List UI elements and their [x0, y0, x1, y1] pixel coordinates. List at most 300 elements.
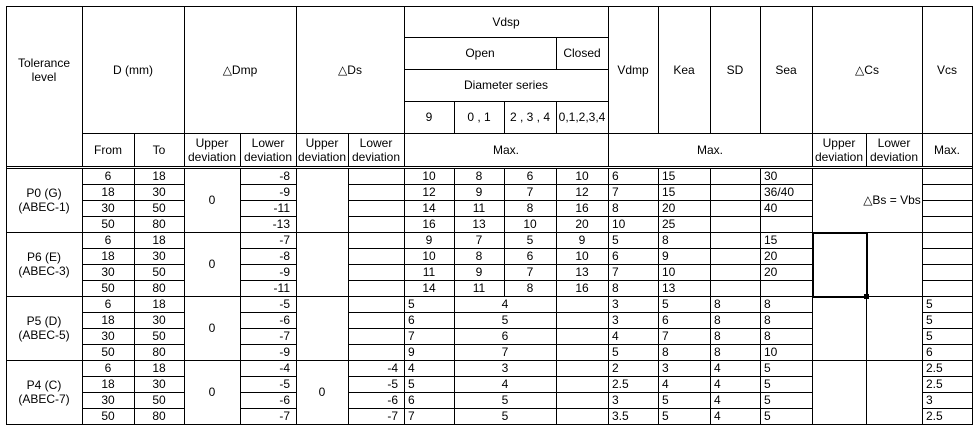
ds-lower-value — [348, 344, 404, 360]
vdsp-series-0234-value: 6 — [501, 329, 509, 343]
grid-line — [348, 248, 812, 249]
vcs-value: 2.5 — [926, 361, 943, 375]
vdsp-closed-value: 12 — [575, 185, 589, 199]
ds-lower-value — [348, 200, 404, 216]
ds-lower-value — [348, 280, 404, 296]
ds-lower-value — [348, 264, 404, 280]
grid-line — [348, 264, 812, 265]
grid-line — [240, 200, 296, 201]
grid-line — [240, 248, 296, 249]
dmp-upper-value: 0 — [208, 257, 216, 271]
kea-value: 8 — [662, 345, 669, 359]
grid-line — [134, 133, 135, 166]
grid-line — [82, 312, 184, 313]
grid-line — [922, 376, 972, 377]
ds-upper-value: 0 — [318, 385, 326, 399]
vdmp-value: 8 — [612, 201, 619, 215]
grid-line — [812, 133, 813, 166]
ds-lower-value — [348, 296, 404, 312]
dmp-lower-value: -9 — [279, 185, 290, 199]
grid-line — [922, 328, 972, 329]
dmp-lower-value: -7 — [279, 329, 290, 343]
kea-value: 9 — [662, 249, 669, 263]
grid-line — [922, 200, 972, 201]
to-value: 50 — [152, 265, 166, 279]
vdsp-series-0234-value: 4 — [501, 377, 509, 391]
dmp-upper-value: 0 — [208, 321, 216, 335]
ds-lower-value — [348, 232, 404, 248]
max-header: Max. — [696, 142, 723, 157]
sea-value: 20 — [764, 249, 778, 263]
vdsp-series-9-value: 16 — [422, 217, 436, 231]
grid-line — [296, 133, 297, 166]
grid-line — [922, 168, 923, 424]
vcs-value: 5 — [926, 313, 933, 327]
vcs-value: 6 — [926, 345, 933, 359]
from-value: 18 — [101, 377, 115, 391]
grid-line — [608, 6, 609, 133]
dmp-lower-value: -11 — [273, 201, 290, 215]
grid-line — [240, 344, 296, 345]
grid-line — [922, 280, 972, 281]
grid-line — [240, 216, 296, 217]
vdsp-closed-value: 20 — [575, 217, 589, 231]
vdsp-closed-value: 13 — [575, 265, 589, 279]
grid-line — [348, 200, 812, 201]
vdmp-value: 5 — [612, 345, 619, 359]
sea-value — [760, 280, 812, 296]
grid-line — [82, 344, 184, 345]
ds-lower-value: -4 — [387, 361, 398, 375]
vdmp-value: 2 — [612, 361, 619, 375]
grid-line — [972, 6, 973, 425]
vdsp-closed-value: 10 — [575, 169, 589, 183]
grid-line — [348, 392, 812, 393]
from-value: 18 — [101, 313, 115, 327]
series-01-header: 0 , 1 — [467, 110, 491, 124]
ds-lower-value: -6 — [387, 393, 398, 407]
grid-line — [82, 168, 83, 424]
ds-lower-value — [348, 168, 404, 184]
sea-value: 10 — [764, 345, 778, 359]
grid-line — [556, 101, 557, 133]
vdmp-value: 3.5 — [612, 409, 629, 423]
grid-line — [82, 328, 184, 329]
to-value: 30 — [152, 377, 166, 391]
to-value: 80 — [152, 217, 166, 231]
to-value: 50 — [152, 329, 166, 343]
kea-value: 5 — [662, 409, 669, 423]
grid-line — [504, 101, 505, 133]
grid-line — [82, 6, 83, 133]
vcs-value: 3 — [926, 393, 933, 407]
grid-line — [922, 6, 923, 133]
ds-upper-value — [296, 232, 348, 296]
vdsp-series-234-value: 6 — [526, 249, 534, 263]
dmp-header: △Dmp — [222, 62, 258, 77]
vdsp-series-9-value: 9 — [425, 233, 433, 247]
grid-line — [240, 280, 296, 281]
grid-line — [82, 392, 184, 393]
sd-value: 4 — [714, 361, 721, 375]
to-value: 80 — [152, 409, 166, 423]
tolerance-level-header: Tolerance level — [17, 55, 71, 84]
vdmp-value: 3 — [612, 297, 619, 311]
fill-handle[interactable] — [864, 294, 869, 299]
dmp-lower-value: -5 — [279, 377, 290, 391]
vcs-max-header: Max. — [933, 142, 960, 157]
from-value: 30 — [101, 393, 115, 407]
vdsp-series-0234-value: 5 — [501, 409, 509, 423]
kea-value: 3 — [662, 361, 669, 375]
dmp-upper-value: 0 — [208, 385, 216, 399]
grid-line — [812, 6, 813, 133]
grid-line — [82, 376, 184, 377]
tolerance-level-label: P0 (G) (ABEC-1) — [18, 186, 70, 214]
bs-vbs-note: △Bs = Vbs — [863, 193, 921, 207]
vdsp-series-234-value: 8 — [526, 201, 534, 215]
vdsp-series-9-value: 9 — [408, 345, 415, 359]
selected-cell[interactable] — [812, 232, 868, 298]
sd-value — [710, 184, 760, 200]
sd-value — [710, 264, 760, 280]
dmp-lower-value: -7 — [279, 409, 290, 423]
vcs-value — [922, 280, 972, 296]
from-value: 30 — [101, 329, 115, 343]
ds-upper-header: Upper deviation — [297, 135, 347, 164]
vdsp-series-0234-value: 7 — [501, 345, 509, 359]
sd-value — [710, 200, 760, 216]
grid-line — [556, 168, 557, 424]
grid-line — [82, 248, 184, 249]
grid-line — [240, 312, 296, 313]
grid-line — [404, 37, 608, 38]
dmp-lower-value: -6 — [279, 393, 290, 407]
to-value: 80 — [152, 345, 166, 359]
vdsp-series-234-value: 8 — [526, 281, 534, 295]
to-value: 50 — [152, 393, 166, 407]
sea-header: Sea — [775, 62, 797, 77]
vdsp-series-01-value: 13 — [472, 217, 486, 231]
grid-line — [348, 328, 812, 329]
vdsp-max-header: Max. — [492, 142, 519, 157]
from-value: 50 — [101, 345, 115, 359]
grid-line — [348, 408, 812, 409]
from-value: 18 — [101, 249, 115, 263]
open-header: Open — [465, 46, 495, 60]
sea-value: 40 — [764, 201, 778, 215]
ds-lower-value — [348, 248, 404, 264]
vdsp-series-9-value: 11 — [422, 265, 436, 279]
grid-line — [240, 376, 296, 377]
grid-line — [348, 280, 812, 281]
cs-upper-header: Upper deviation — [814, 135, 864, 164]
sd-value — [710, 248, 760, 264]
series-9-header: 9 — [425, 110, 433, 124]
vdsp-series-0234-value: 5 — [501, 393, 509, 407]
grid-line — [184, 168, 185, 424]
tolerance-level-label: P5 (D) (ABEC-5) — [18, 314, 70, 342]
sea-value: 15 — [764, 233, 778, 247]
cs-lower-header: Lower deviation — [869, 135, 919, 164]
ds-lower-value — [348, 216, 404, 232]
grid-line — [710, 6, 711, 133]
grid-line — [404, 168, 405, 424]
grid-line — [348, 376, 812, 377]
vdsp-closed-value: 16 — [575, 201, 589, 215]
grid-line — [922, 312, 972, 313]
grid-line — [82, 280, 184, 281]
sd-value — [710, 168, 760, 184]
grid-line — [922, 344, 972, 345]
sea-value: 5 — [764, 409, 771, 423]
vdmp-value: 7 — [612, 265, 619, 279]
sea-value: 20 — [764, 265, 778, 279]
tolerance-level-label: P4 (C) (ABEC-7) — [18, 378, 70, 406]
grid-line — [348, 168, 349, 424]
dmp-lower-value: -4 — [279, 361, 290, 375]
dmp-lower-value: -8 — [279, 249, 290, 263]
vdsp-series-9-value: 7 — [408, 409, 415, 423]
vcs-value — [922, 264, 972, 280]
closed-header: Closed — [563, 46, 601, 60]
vdmp-value: 8 — [612, 281, 619, 295]
grid-line — [556, 37, 557, 69]
vdsp-series-234-value: 6 — [526, 169, 534, 183]
sd-value: 4 — [714, 377, 721, 391]
vdsp-series-0234-value: 3 — [501, 361, 509, 375]
grid-line — [240, 328, 296, 329]
vdsp-series-01-value: 9 — [475, 265, 483, 279]
grid-line — [504, 168, 505, 296]
vdsp-series-234-value: 10 — [523, 217, 537, 231]
dmp-lower-value: -5 — [279, 297, 290, 311]
sea-value: 8 — [764, 313, 771, 327]
dmp-upper-header: Upper deviation — [187, 135, 237, 164]
grid-line — [404, 101, 608, 102]
from-value: 6 — [104, 233, 112, 247]
grid-line — [760, 168, 761, 424]
grid-line — [240, 392, 296, 393]
ds-lower-value: -7 — [387, 409, 398, 423]
ds-lower-value — [348, 184, 404, 200]
vdmp-value: 2.5 — [612, 377, 629, 391]
grid-line — [6, 166, 972, 167]
ds-lower-value — [348, 328, 404, 344]
grid-line — [6, 360, 972, 361]
grid-line — [866, 133, 867, 166]
grid-line — [6, 6, 7, 425]
to-value: 18 — [152, 233, 166, 247]
grid-line — [184, 133, 185, 166]
dmp-lower-value: -8 — [279, 169, 290, 183]
grid-line — [922, 248, 972, 249]
vdmp-value: 7 — [612, 185, 619, 199]
vdmp-header: Vdmp — [617, 62, 649, 77]
grid-line — [608, 168, 609, 424]
kea-value: 13 — [662, 281, 676, 295]
grid-line — [404, 6, 405, 133]
sd-value — [710, 232, 760, 248]
kea-value: 20 — [662, 201, 676, 215]
vdmp-value: 10 — [612, 217, 626, 231]
from-value: 30 — [101, 201, 115, 215]
vdsp-series-234-value: 7 — [526, 265, 534, 279]
grid-line — [82, 133, 83, 166]
vdsp-series-01-value: 7 — [475, 233, 483, 247]
sea-value: 36/40 — [764, 185, 795, 199]
from-value: 50 — [101, 217, 115, 231]
ds-upper-value — [296, 296, 348, 360]
vdsp-series-0234-value: 5 — [501, 313, 509, 327]
dmp-lower-value: -7 — [279, 233, 290, 247]
vdsp-closed-value: 9 — [578, 233, 586, 247]
to-value: 30 — [152, 313, 166, 327]
grid-line — [348, 184, 812, 185]
to-value: 30 — [152, 249, 166, 263]
vdmp-value: 4 — [612, 329, 619, 343]
to-value: 18 — [152, 169, 166, 183]
grid-line — [760, 6, 761, 133]
grid-line — [922, 264, 972, 265]
grid-line — [82, 184, 184, 185]
vcs-value — [922, 248, 972, 264]
sd-value: 4 — [714, 409, 721, 423]
vdsp-series-01-value: 9 — [475, 185, 483, 199]
vdsp-series-9-value: 4 — [408, 361, 415, 375]
vcs-value: 5 — [926, 329, 933, 343]
dmp-upper-value: 0 — [208, 193, 216, 207]
vdsp-closed-value: 10 — [575, 249, 589, 263]
sea-value: 5 — [764, 377, 771, 391]
vdsp-series-9-value: 14 — [422, 281, 436, 295]
dmp-lower-value: -9 — [279, 345, 290, 359]
vdmp-value: 3 — [612, 393, 619, 407]
grid-line — [348, 344, 812, 345]
vcs-value — [922, 232, 972, 248]
grid-line — [6, 168, 972, 169]
vdsp-series-9-value: 6 — [408, 313, 415, 327]
vdsp-series-9-value: 14 — [422, 201, 436, 215]
to-value: 30 — [152, 185, 166, 199]
sd-value: 8 — [714, 345, 721, 359]
vdsp-series-01-value: 11 — [472, 201, 486, 215]
kea-value: 25 — [662, 217, 676, 231]
vcs-value: 5 — [926, 297, 933, 311]
vdsp-series-01-value: 8 — [475, 169, 483, 183]
dmp-lower-value: -9 — [279, 265, 290, 279]
dmp-lower-value: -11 — [273, 281, 290, 295]
grid-line — [454, 168, 455, 296]
vdsp-series-9-value: 10 — [422, 169, 436, 183]
from-value: 18 — [101, 185, 115, 199]
vdsp-series-9-value: 5 — [408, 297, 415, 311]
grid-line — [922, 392, 972, 393]
dmp-lower-value: -6 — [279, 313, 290, 327]
series-01234-header: 0,1,2,3,4 — [558, 110, 606, 124]
vdsp-series-9-value: 7 — [408, 329, 415, 343]
grid-line — [82, 264, 184, 265]
grid-line — [82, 200, 184, 201]
vdsp-series-9-value: 6 — [408, 393, 415, 407]
sd-value: 8 — [714, 329, 721, 343]
sea-value: 8 — [764, 297, 771, 311]
dmp-lower-value: -13 — [272, 217, 290, 231]
grid-line — [710, 168, 711, 424]
grid-line — [240, 133, 241, 166]
grid-line — [658, 168, 659, 424]
ds-lower-value: -5 — [387, 377, 398, 391]
grid-line — [240, 184, 296, 185]
d-mm-header: D (mm) — [113, 62, 153, 77]
grid-line — [348, 133, 349, 166]
grid-line — [240, 168, 241, 424]
vdsp-series-9-value: 12 — [422, 185, 436, 199]
kea-value: 8 — [662, 233, 669, 247]
ds-upper-value — [296, 168, 348, 232]
sd-header: SD — [726, 62, 744, 77]
to-value: 18 — [152, 297, 166, 311]
from-value: 6 — [104, 169, 112, 183]
vcs-value: 2.5 — [926, 409, 943, 423]
vdmp-value: 5 — [612, 233, 619, 247]
kea-value: 5 — [662, 393, 669, 407]
grid-line — [82, 216, 184, 217]
sea-value: 30 — [764, 169, 778, 183]
grid-line — [82, 408, 184, 409]
sd-value — [710, 280, 760, 296]
grid-line — [922, 408, 972, 409]
grid-line — [82, 133, 972, 134]
sd-value: 4 — [714, 393, 721, 407]
grid-line — [240, 264, 296, 265]
grid-line — [922, 133, 923, 166]
vdmp-value: 6 — [612, 169, 619, 183]
grid-line — [608, 133, 609, 166]
kea-value: 10 — [662, 265, 676, 279]
to-value: 80 — [152, 281, 166, 295]
grid-line — [658, 6, 659, 133]
kea-value: 6 — [662, 313, 669, 327]
sea-value: 5 — [764, 393, 771, 407]
grid-line — [296, 6, 297, 133]
grid-line — [922, 216, 972, 217]
from-value: 50 — [101, 409, 115, 423]
grid-line — [348, 312, 812, 313]
ds-header: △Ds — [338, 62, 362, 77]
grid-line — [240, 408, 296, 409]
diameter-series-header: Diameter series — [463, 78, 549, 92]
grid-line — [6, 424, 972, 425]
tolerance-level-label: P6 (E) (ABEC-3) — [18, 250, 70, 278]
kea-value: 7 — [662, 329, 669, 343]
from-header: From — [94, 142, 122, 157]
vdsp-series-01-value: 8 — [475, 249, 483, 263]
from-value: 6 — [104, 297, 112, 311]
sea-value: 5 — [764, 361, 771, 375]
vdsp-series-01-value: 11 — [472, 281, 486, 295]
vcs-header: Vcs — [936, 62, 957, 77]
grid-line — [348, 216, 812, 217]
kea-value: 15 — [662, 169, 676, 183]
cs-header: △Cs — [855, 62, 879, 77]
to-header: To — [152, 142, 166, 157]
dmp-lower-header: Lower deviation — [243, 135, 293, 164]
to-value: 18 — [152, 361, 166, 375]
sd-value: 8 — [714, 297, 721, 311]
grid-line — [922, 184, 972, 185]
from-value: 30 — [101, 265, 115, 279]
